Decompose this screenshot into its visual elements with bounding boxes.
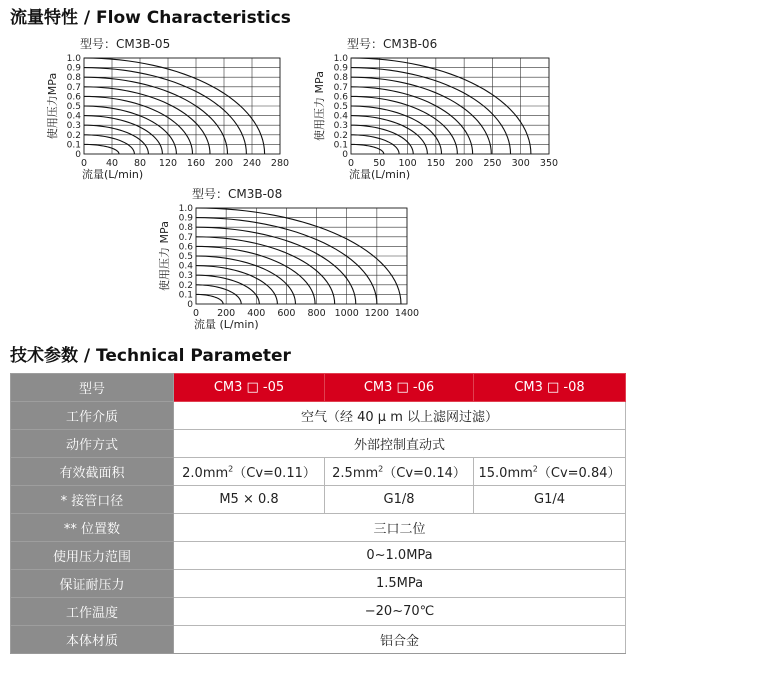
y-tick-label: 0.3 — [333, 121, 348, 132]
area-value: $15.0mm^2(Cv=0.84)$ — [474, 458, 626, 486]
table-row-action — [11, 430, 626, 458]
medium-value: 空气（经 40 μ m 以上滤网过滤） — [174, 402, 626, 430]
action-value: 外部控制直动式 — [174, 430, 626, 458]
table-row-material — [11, 626, 626, 654]
flow-curve — [196, 275, 259, 304]
x-tick-label: 0 — [80, 158, 88, 169]
row-label-pressure: 使用压力范围 — [11, 542, 174, 570]
y-axis-label: 使用压力MPa — [46, 72, 59, 140]
pressure-value: 0~1.0MPa — [174, 542, 626, 570]
row-label-medium: 工作介质 — [11, 402, 174, 430]
row-label-material: 本体材质 — [11, 626, 174, 654]
table-row-proof — [11, 570, 626, 598]
row-label-area: 有效截面积 — [11, 458, 174, 486]
chart-cm3b-05 — [40, 36, 300, 182]
chart-cm3b-06-svg — [312, 36, 572, 182]
y-tick-label: 0.5 — [333, 102, 348, 112]
x-tick-label: 350 — [539, 158, 559, 169]
row-label-action: 动作方式 — [11, 430, 174, 458]
y-tick-label: 0.3 — [66, 121, 81, 132]
y-tick-label: 0 — [342, 150, 348, 160]
flow-curve — [351, 68, 511, 154]
y-tick-label: 0.6 — [178, 242, 193, 253]
y-tick-label: 0.2 — [66, 130, 81, 141]
material-value: 铝合金 — [174, 626, 626, 654]
chart-cm3b-06 — [312, 36, 572, 182]
chart-grid — [196, 208, 407, 304]
y-tick-label: 0.7 — [66, 82, 81, 93]
table-row-port — [11, 486, 626, 514]
y-tick-label: 0.7 — [178, 232, 193, 243]
x-tick-label: 1400 — [394, 308, 420, 319]
x-tick-label: 100 — [398, 158, 417, 169]
port-value: G1/8 — [325, 486, 474, 514]
table-row-temperature — [11, 598, 626, 626]
flow-curve — [84, 68, 246, 154]
y-tick-label: 1.0 — [178, 204, 193, 214]
chart-cm3b-08-svg — [156, 186, 436, 334]
y-tick-label: 0.9 — [66, 63, 81, 74]
x-tick-label: 400 — [247, 308, 266, 319]
y-tick-label: 0.4 — [333, 111, 348, 122]
y-axis-label: 使用压力 MPa — [158, 221, 171, 291]
y-tick-label: 0 — [75, 150, 81, 160]
y-tick-label: 0.1 — [333, 140, 348, 151]
x-axis-label: 流量(L/min) — [349, 168, 411, 181]
chart-title: 型号：CM3B-08 — [192, 187, 283, 201]
proof-value: 1.5MPa — [174, 570, 626, 598]
row-label-temperature: 工作温度 — [11, 598, 174, 626]
y-tick-label: 1.0 — [66, 54, 81, 64]
x-tick-label: 280 — [270, 158, 290, 169]
model-header: CM3 □ -06 — [325, 374, 474, 402]
positions-value: 三口二位 — [174, 514, 626, 542]
y-tick-label: 0.4 — [66, 111, 81, 122]
flow-curve — [351, 144, 384, 154]
chart-grid — [84, 58, 280, 154]
port-value: M5 × 0.8 — [174, 486, 325, 514]
x-tick-label: 40 — [105, 158, 119, 169]
x-tick-label: 150 — [426, 158, 445, 169]
y-tick-label: 0.6 — [66, 92, 81, 103]
y-tick-label: 0 — [187, 300, 193, 310]
y-tick-label: 1.0 — [333, 54, 348, 64]
x-tick-label: 0 — [192, 308, 200, 319]
y-tick-label: 0.6 — [333, 92, 348, 103]
x-tick-label: 50 — [373, 158, 386, 169]
x-tick-label: 80 — [133, 158, 147, 169]
y-tick-label: 0.7 — [333, 82, 348, 93]
x-tick-label: 120 — [158, 158, 178, 169]
x-axis-label: 流量(L/min) — [82, 168, 144, 181]
chart-grid — [351, 58, 549, 154]
table-row-positions — [11, 514, 626, 542]
row-label-port: * 接管口径 — [11, 486, 174, 514]
x-tick-label: 240 — [242, 158, 262, 169]
y-tick-label: 0.5 — [178, 252, 193, 262]
model-header: CM3 □ -05 — [174, 374, 325, 402]
table-row-model — [11, 374, 626, 402]
x-tick-label: 160 — [186, 158, 206, 169]
flow-characteristics-title: 流量特性 / Flow Characteristics — [10, 8, 291, 28]
x-tick-label: 200 — [214, 158, 234, 169]
x-tick-label: 200 — [455, 158, 474, 169]
chart-cm3b-05-svg — [40, 36, 300, 182]
y-tick-label: 0.5 — [66, 102, 81, 112]
y-tick-label: 0.9 — [333, 63, 348, 74]
x-tick-label: 800 — [307, 308, 326, 319]
y-tick-label: 0.2 — [333, 130, 348, 141]
chart-title: 型号：CM3B-06 — [347, 37, 438, 51]
area-value: $2.5mm^2(Cv=0.14)$ — [325, 458, 474, 486]
technical-parameter-table — [10, 373, 626, 654]
y-tick-label: 0.9 — [178, 213, 193, 224]
flow-curve — [84, 144, 119, 154]
x-axis-label: 流量 (L/min) — [194, 318, 259, 331]
model-header: CM3 □ -08 — [474, 374, 626, 402]
table-row-pressure — [11, 542, 626, 570]
x-tick-label: 1200 — [364, 308, 389, 319]
y-tick-label: 0.3 — [178, 271, 193, 282]
table-row-area — [11, 458, 626, 486]
y-tick-label: 0.2 — [178, 280, 193, 291]
chart-title: 型号：CM3B-05 — [80, 37, 171, 51]
x-tick-label: 200 — [217, 308, 236, 319]
temperature-value: −20~70℃ — [174, 598, 626, 626]
flow-curve — [196, 294, 223, 304]
table-row-medium — [11, 402, 626, 430]
technical-parameter-title: 技术参数 / Technical Parameter — [10, 346, 291, 366]
y-axis-label: 使用压力 MPa — [313, 71, 326, 141]
x-tick-label: 600 — [277, 308, 296, 319]
x-tick-label: 0 — [347, 158, 355, 169]
y-tick-label: 0.1 — [178, 290, 193, 301]
area-value: $2.0mm^2(Cv=0.11)$ — [174, 458, 325, 486]
y-tick-label: 0.1 — [66, 140, 81, 151]
x-tick-label: 250 — [483, 158, 502, 169]
row-label-proof: 保证耐压力 — [11, 570, 174, 598]
port-value: G1/4 — [474, 486, 626, 514]
y-tick-label: 0.8 — [66, 73, 81, 84]
y-tick-label: 0.8 — [178, 223, 193, 234]
y-tick-label: 0.8 — [333, 73, 348, 84]
x-tick-label: 300 — [511, 158, 530, 169]
row-label-positions: ** 位置数 — [11, 514, 174, 542]
row-label-model: 型号 — [11, 374, 174, 402]
chart-cm3b-08 — [156, 186, 436, 334]
x-tick-label: 1000 — [334, 308, 359, 319]
y-tick-label: 0.4 — [178, 261, 193, 272]
